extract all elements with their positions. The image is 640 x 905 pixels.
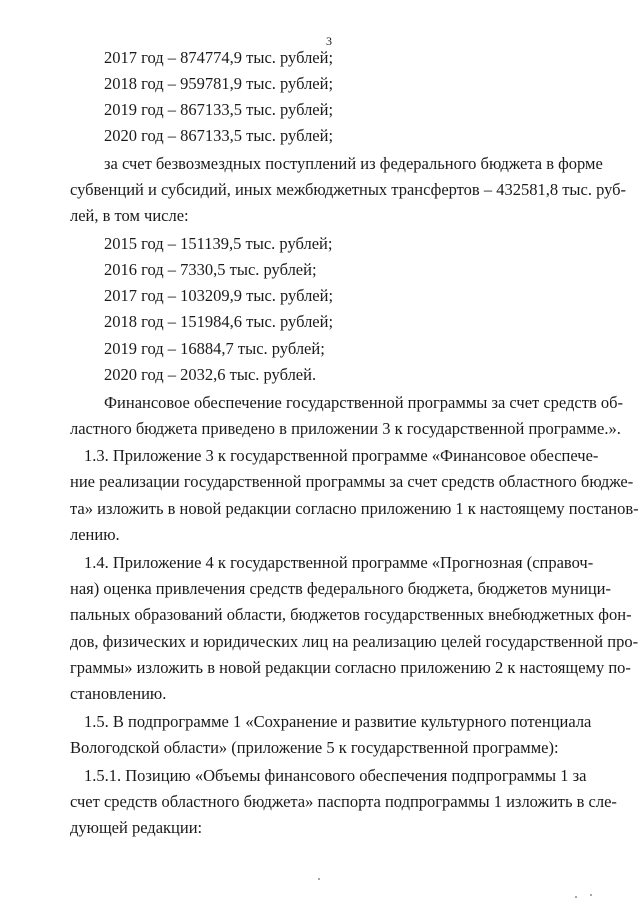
text-line: Финансовое обеспечение государственной программы за счет средств об- xyxy=(104,393,624,412)
text-line: ная) оценка привлечения средств федерального бюджета, бюджетов муници- xyxy=(70,579,611,598)
text-line: пальных образований области, бюджетов государственных внебюджетных фон- xyxy=(70,605,632,624)
scan-speck xyxy=(318,878,320,880)
text-line: 2017 год – 103209,9 тыс. рублей; xyxy=(104,286,334,305)
text-line: 2016 год – 7330,5 тыс. рублей; xyxy=(104,260,317,279)
text-line: Вологодской области» (приложение 5 к государственной программе): xyxy=(70,738,559,757)
text-line: граммы» изложить в новой редакции согласно приложению 2 к настоящему по- xyxy=(70,658,631,677)
text-line: ластного бюджета приведено в приложении 3 к государственной программе.». xyxy=(70,419,621,438)
scan-speck xyxy=(590,894,592,896)
text-line: 1.5. В подпрограмме 1 «Сохранение и развитие культурного потенциала xyxy=(84,712,592,731)
text-line: 1.3. Приложение 3 к государственной программе «Финансовое обеспече- xyxy=(84,446,599,465)
text-line: 2017 год – 874774,9 тыс. рублей; xyxy=(104,48,334,67)
scan-speck xyxy=(575,896,577,898)
text-line: 1.4. Приложение 4 к государственной программе «Прогнозная (справоч- xyxy=(84,553,594,572)
text-line: 2018 год – 151984,6 тыс. рублей; xyxy=(104,312,334,331)
text-line: 2019 год – 16884,7 тыс. рублей; xyxy=(104,339,325,358)
text-line: становлению. xyxy=(70,684,167,703)
page-number: 3 xyxy=(326,34,332,48)
text-line: 2020 год – 867133,5 тыс. рублей; xyxy=(104,126,334,145)
text-line: лению. xyxy=(70,525,120,544)
text-line: 2015 год – 151139,5 тыс. рублей; xyxy=(104,234,333,253)
text-line: дующей редакции: xyxy=(70,818,203,837)
text-line: 2019 год – 867133,5 тыс. рублей; xyxy=(104,100,334,119)
text-line: та» изложить в новой редакции согласно приложению 1 к настоящему постанов- xyxy=(70,499,639,518)
text-line: ние реализации государственной программы за счет средств областного бюдже- xyxy=(70,472,634,491)
text-line: 2018 год – 959781,9 тыс. рублей; xyxy=(104,74,334,93)
text-line: 1.5.1. Позицию «Объемы финансового обеспечения подпрограммы 1 за xyxy=(84,766,587,785)
text-line: дов, физических и юридических лиц на реализацию целей государственной про- xyxy=(70,632,639,651)
text-line: 2020 год – 2032,6 тыс. рублей. xyxy=(104,365,317,384)
text-line: за счет безвозмездных поступлений из федерального бюджета в форме xyxy=(104,154,603,173)
text-line: счет средств областного бюджета» паспорта подпрограммы 1 изложить в сле- xyxy=(70,792,617,811)
text-line: субвенций и субсидий, иных межбюджетных трансфертов – 432581,8 тыс. руб- xyxy=(70,180,627,199)
text-line: лей, в том числе: xyxy=(70,206,189,225)
